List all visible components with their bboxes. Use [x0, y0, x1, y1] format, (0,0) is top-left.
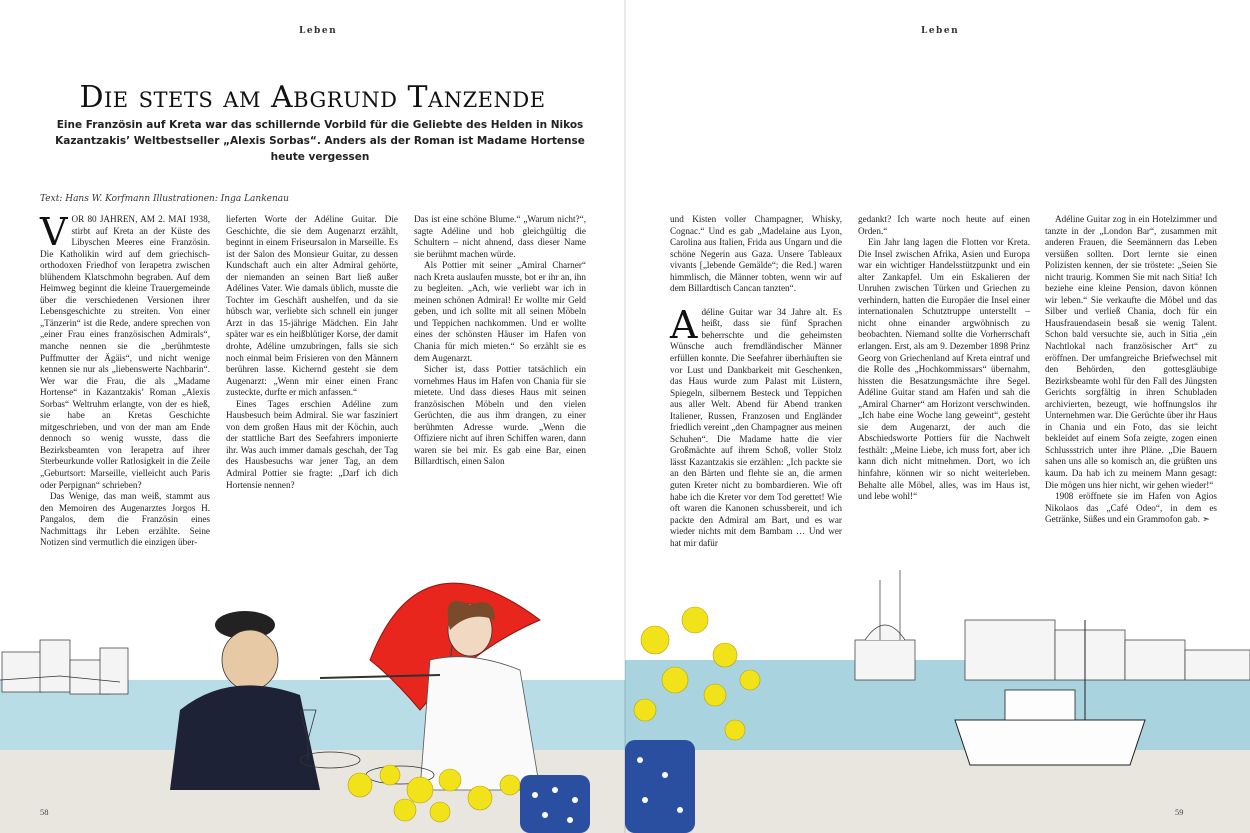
- headline: Die stets am Abgrund Tanzende: [79, 80, 546, 115]
- column-3-para-2: Als Pottier mit seiner „Amiral Charner“ nach Kreta auslaufen musste, bot er ihr an, ihn zu begleiten. „Ach, wie verliebt war ich in meinen schönen Admiral! Er wollte mir Geld geben, und ich sollte mit all seinen Möbeln und Teppichen nachkommen. Und er wollte eines der schönsten Häuser im Hafen von Chania für mich mieten.“ So erzählt sie es dem Augenarzt.: [414, 260, 586, 363]
- column-5: [858, 214, 1030, 503]
- lady-dress: [420, 657, 540, 790]
- column-5-para-2: Ein Jahr lang lagen die Flotten vor Kreta. Die Insel zwischen Afrika, Asien und Europa war ein wichtiger Handelsstützpunkt und ein alter Zankapfel. Um ein Eskalieren der Unruhen zwischen Türken und Griechen zu verhindern, hatten die Europäer die Insel einer internationalen Schutztruppe unterstellt – nicht ohne einander argwöhnisch zu beobachten. Niemand sollte die Vorherrschaft erlangen. Erst, als am 9. Dezember 1898 Prinz Georg von Griechenland auf Kreta eintraf und die Rolle des „Hochkommissars“ übernahm, hissten die Besatzungsmächte ihre Segel. Adéline Guitar stand am Hafen und sah die „Amiral Charner“ am Horizont verschwinden. „Ich habe eine Woche lang geweint“, gesteht sie dem Augenarzt, der auch die Abschiedsworte Pottiers für die Nachwelt festhält: „Meine Liebe, ich muss fort, aber ich kann dich nicht mitnehmen. Dort, wo ich hinfahre, können wir so nicht weiterleben. Behalte alle Möbel, alles, was im Haus ist, und lebe wohl!“: [858, 237, 1030, 502]
- quay: [625, 750, 1250, 833]
- blue-jug: [520, 775, 590, 833]
- harbour-buildings: [855, 570, 1250, 680]
- column-3-para-1: Das ist eine schöne Blume.“ „Warum nicht?“, sagte Adéline und hob gleichgültig die Schultern – nicht ahnend, dass dieser Name sie berühmt machen würde.: [414, 214, 586, 259]
- drop-cap: A: [670, 302, 698, 347]
- illustration-left: [0, 560, 625, 833]
- blue-jug: [625, 740, 695, 833]
- fishing-boat: [955, 720, 1145, 765]
- column-2: [226, 214, 398, 491]
- column-4: [670, 214, 842, 549]
- column-5-para-1: gedankt? Ich warte noch heute auf einen Orden.“: [858, 214, 1030, 236]
- boat-cabin: [1005, 690, 1075, 720]
- column-2-para-2: Eines Tages erschien Adéline zum Hausbesuch beim Admiral. Sie war fasziniert von dem großen Haus mit der Köchin, auch der stattliche Bart des Seefahrers imponierte ihr. Was auch immer damals geschah, der Tag des Hausbesuchs war jener Tag, an dem Admiral Pottier sie fragte: „Darf ich dich Hortensie nennen?: [226, 398, 398, 490]
- column-2-para-1: lieferten Worte der Adéline Guitar. Die Geschichte, die sie dem Augenarzt erzählt, beginnt in einem Friseursalon in Marseille. Es ist der Salon des Monsieur Guitar, zu dessen Kundschaft auch ein alter Admiral gehörte, der niemanden an seinen Bart ließ außer Adélines Vater. Wie damals üblich, musste die Tochter im Geschäft aushelfen, und da sie hübsch war, verliebte sich schnell ein junger Arzt in das 15-jährige Mädchen. Ein Jahr später war es ein heißblütiger Korse, der damit drohte, Adéline umzubringen, falls sie sich noch einmal beim Frisieren von den Männern berühren lasse. Kichernd gesteht sie dem Augenarzt: „Wenn mir einer einen Franc zusteckte, durfte er mich anfassen.“: [226, 214, 398, 398]
- column-6-para-1: Adéline Guitar zog in ein Hotelzimmer und tanzte in der „London Bar“, zusammen mit anderen Frauen, die Seemännern das Leben versüßen sollten. Dort lernte sie einen Polizisten kennen, der sie tröstete: „Seien Sie nicht traurig. Kommen Sie mit nach Sitia! Ich beziehe eine kleine Pension, davon können wir leben.“ Sie verkaufte die Möbel und das Silber und verließ Chania, doch für ein Hausfrauendasein besaß sie wenig Talent. Schon bald versuchte sie, auch in Sitia „ein Nachtlokal nach französischer Art“ zu eröffnen. Der umfangreiche Briefwechsel mit den Behörden, den gottesgläubige Bezirksbeamte wohl für den Fall des Jüngsten Gerichts sorgfältig in ihren Schubladen archivierten, bezeugt, wie hoffnungslos ihr Unternehmen war. Die Gerüchte über ihr Haus in Chania und ein Foto, das sie leicht bekleidet auf einem Sofa zeigte, zogen einen Schlussstrich unter ihre Pläne. „Die Bauern sahen uns alle so komisch an, die grüßten uns kaum. Da hab ich zu meinem Mann gesagt: Die mögen uns hier nicht, wir gehen wieder!“: [1045, 214, 1217, 490]
- column-4-para-2: Adéline Guitar war 34 Jahre alt. Es heißt, dass sie fünf Sprachen beherrschte und die geheimsten Wünsche auch fremdländischer Männer erfüllen konnte. Die Seefahrer überhäuften sie vor Lust und Dankbarkeit mit Geschenken, das Haus wurde zum Palast mit Lüstern, Spiegeln, silbernem Besteck und Teppichen aus aller Welt. Abend für Abend tranken Italiener, Russen, Franzosen und Engländer friedlich vereint „den Champagner aus meinen Schuhen“. Die Madame hatte die vier Großmächte auf ihrem Schoß, voller Stolz lässt Kazantzakis sie erzählen: „Ich packte sie an den Bärten und flehte sie an, die armen guten Kreter nicht zu bombardieren. Wie oft habe ich die Kreter vor dem Tod gerettet! Wie oft waren die Kanonen schussbereit, und ich packte den Admiral am Bart, und es war wieder nichts mit dem Bambam … Und wer hat mir dafür: [670, 302, 842, 548]
- sailor-face: [222, 630, 278, 690]
- drop-cap: V: [40, 210, 68, 254]
- column-6-para-2: 1908 eröffnete sie im Hafen von Agios Nikolaos das „Café Odeo“, in dem es Getränke, Süßes und ein Grammofon gab. ➣: [1045, 491, 1217, 526]
- column-1: [40, 210, 210, 549]
- column-3-para-3: Sicher ist, dass Pottier tatsächlich ein vornehmes Haus im Hafen von Chania für sie mietete. Und dass dieses Haus mit seinen französischen Möbeln und den vielen Gerüchten, die aus ihm drangen, zu einer berühmten Adresse wurde. „Wenn die Offiziere nicht auf ihren Schiffen waren, dann waren sie bei mir. Es gab eine Bar, einen Billardtisch, einen Salon: [414, 364, 586, 467]
- page-number-right: 59: [1175, 807, 1184, 817]
- section-label: Leben: [921, 26, 960, 36]
- illustration-right: [625, 560, 1250, 833]
- lead-in: OR 80 JAHREN, AM 2. MAI 1938,: [71, 214, 210, 224]
- page-number-left: 58: [40, 807, 49, 817]
- right-page: [625, 0, 1250, 833]
- continue-arrow-icon: ➣: [1202, 514, 1210, 526]
- section-label: Leben: [299, 26, 338, 36]
- column-3: [414, 214, 586, 468]
- gutter: [624, 0, 626, 833]
- column-6: [1045, 214, 1217, 526]
- credits: Text: Hans W. Korfmann Illustrationen: Inga Lankenau: [40, 194, 289, 204]
- harbour-houses: [0, 640, 128, 694]
- standfirst: Eine Französin auf Kreta war das schillernde Vorbild für die Geliebte des Helden in Nikos Kazantzakis’ Weltbestseller „Alexis Sorbas“. Anders als der Roman ist Madame Hortense heute vergessen: [55, 119, 585, 163]
- column-1-para-1: VOR 80 JAHREN, AM 2. MAI 1938, stirbt auf Kreta an der Küste des Libyschen Meeres eine Französin. Die Katholikin wird auf dem griechisch-orthodoxen Friedhof von Ierapetra zwischen blühendem Klatschmohn begraben. Auf dem Heimweg beginnt die kleine Trauergemeinde über die verschiedenen Versionen ihrer Lebensgeschichte zu streiten. Von einer „Tänzerin“ ist die Rede, andere sprechen von „einer Frau eines französischen Admirals“, manche nennen sie die „berühmteste Puffmutter der Ägäis“, und nicht wenige kennen sie nur als „liebenswerte Nachbarin“. Wer war die Frau, die als „Madame Hortense“ in Kazantzakis’ Roman „Alexis Sorbas“ Weltruhm erlangte, von der es hieß, sie habe an Kretas Geschichte mitgeschrieben, und von der man am Ende dennoch so wenig wusste, dass die Bezirksbeamten von Ierapetra auf ihrer Sterbeurkunde voller Ratlosigkeit in die Zeile „Geburtsort: Marseille, vielleicht auch Paris oder Perpignan“ schrieben?: [40, 210, 210, 490]
- column-1-para-2: Das Wenige, das man weiß, stammt aus den Memoiren des Augenarztes Jorgos H. Pangalos, dem die Französin eines Nachmittags ihr Leben erzählte. Seine Notizen sind vermutlich die einzigen über-: [40, 491, 210, 548]
- column-4-para-1: und Kisten voller Champagner, Whisky, Cognac.“ Und es gab „Madelaine aus Lyon, Carolina aus Italien, Frida aus Ungarn und die schöne Negerin aus Gaza. Unsere Tableaux vivants [„lebende Gemälde“; die Red.] waren himmlisch, die Männer tobten, wenn wir auf dem Billardtisch Cancan tanzten“.: [670, 214, 842, 294]
